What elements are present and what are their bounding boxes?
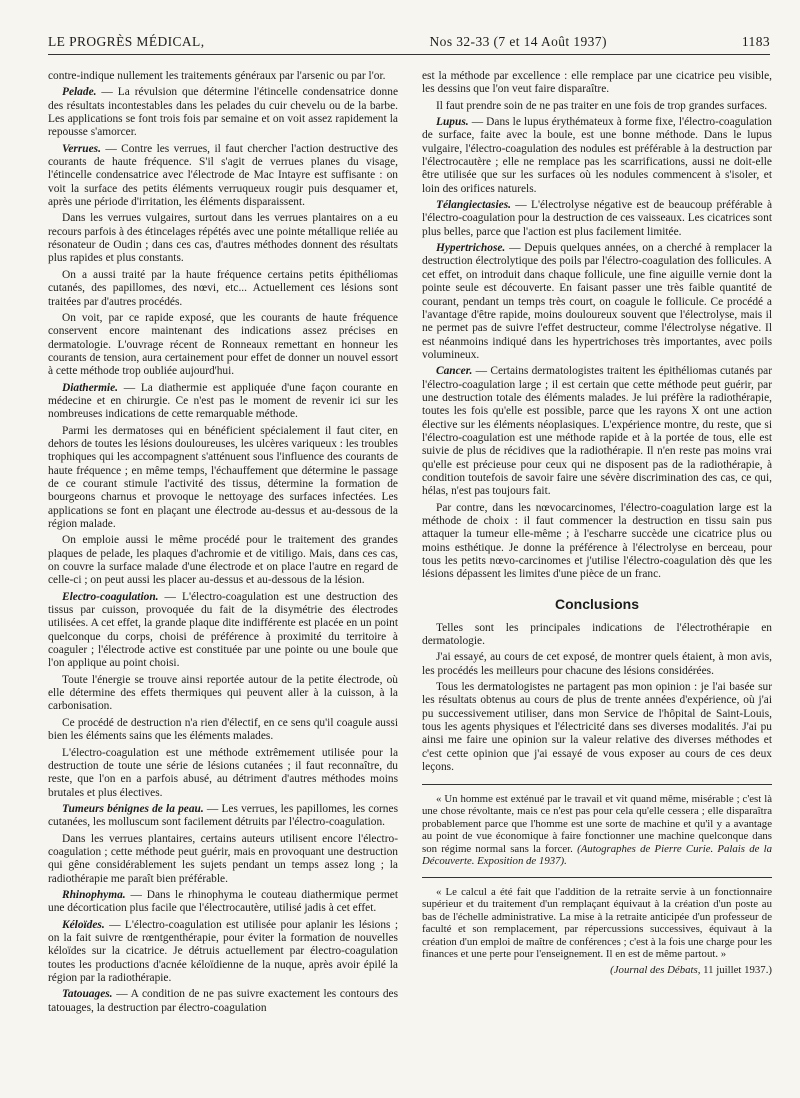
right-paragraph xyxy=(422,116,772,196)
paragraph-lead: Verrues. xyxy=(62,142,101,155)
paragraph-text: Parmi les dermatoses qui en bénéficient spécialement il faut citer, en dehors de toutes les lésions douloureuses, les ulcères variqueux : les troubles trophiques qui les accompagnent s'atténuent sous l'influence des courants de haute fréquence ; en même temps, l'échauffement que détermine le passage de ce courant stimule l'activité des tissus, détermine la formation de bourgeons charnus et provoque le nettoyage des surfaces infectées. Les applications se font en plaçant une électrode au-dessus et au-dessous de la région malade. xyxy=(48,424,398,530)
paragraph-text: Par contre, dans les nœvocarcinomes, l'électro-coagulation large est la méthode de choix : il faut commencer la destruction en tissu sain pus attaquer la tumeur elle-même ; à l'escharre succède une cicatrice plus ou moins esthétique. Je donne la préférence à l'électrolyse en berceau, pour tous les petits nœvo-carcinomes et j'utilise l'électro-coagulation dès que les lésions dépassent les limites d'une pièce de un franc. xyxy=(422,501,772,581)
conclusion-paragraph: Tous les dermatologistes ne partagent pas mon opinion : je l'ai basée sur les résultats obtenus au cours de plus de trente années d'expérience, où j'ai pu successivement utiliser, dans mon Service de l'hôpital de Saint-Louis, tous les agents physiques et l'électricité dans ses diverses modalités. J'ai pu ainsi me faire une opinion sur la valeur relative des diverses méthodes et c'est cette opinion que j'ai essayé de vous exposer au cours de ces deux leçons. xyxy=(422,681,772,774)
paragraph-text: — Dans le rhinophyma le couteau diathermique permet une décortication plus facile que l'électrocautère, utilisé jadis à cet effet. xyxy=(48,888,398,915)
conclusion-paragraph: J'ai essayé, au cours de cet exposé, de montrer quels étaient, à mon avis, les procédés les meilleurs pour chacune des lésions considérées. xyxy=(422,651,772,677)
right-paragraph xyxy=(422,502,772,582)
left-paragraph xyxy=(48,70,398,83)
left-paragraph xyxy=(48,889,398,916)
paragraph-text: L'électro-coagulation est une méthode extrêmement utilisée pour la destruction de toute une série de lésions cutanées ; il faut reconnaître, du reste, que l'on en a parfois abusé, au détriment d'autres méthodes moins brutales et plus électives. xyxy=(48,746,398,799)
right-paragraph xyxy=(422,242,772,362)
left-paragraph xyxy=(48,591,398,671)
paragraph-lead: Cancer. xyxy=(436,365,473,378)
quote-debats-text: « Le calcul a été fait que l'addition de la retraite servie à un fonctionnaire supérieur et du traitement d'un remplaçant équivaut à la création d'un poste au bas de l'échelle administrative. La mise à la retraite anticipée d'un professeur de faculté et son remplacement, par répercussions successives, équivaut à la création d'un emploi de maître de conférences ; c'est à la fois une charge pour les finances et une perte pour l'enseignement. Il en est de même partout. » xyxy=(422,885,772,961)
paragraph-lead: Electro-coagulation. xyxy=(62,590,159,603)
left-paragraph xyxy=(48,919,398,986)
right-paragraph xyxy=(422,199,772,239)
left-paragraph xyxy=(48,212,398,265)
paragraph-text: — Les verrues, les papillomes, les cornes cutanées, les molluscum sont facilement détruits par l'électro-coagulation. xyxy=(48,802,398,829)
right-paragraph xyxy=(422,365,772,498)
paragraph-text: — L'électrolyse négative est de beaucoup préférable à l'électro-coagulation pour la destruction de ces vaisseaux. Les cicatrices sont plus belles, parce que l'action est plus facilement limitée. xyxy=(422,199,772,238)
conclusions-heading: Conclusions xyxy=(554,595,639,612)
paragraph-text: est la méthode par excellence : elle remplace par une cicatrice peu visible, les dessins que l'on veut faire disparaître. xyxy=(422,70,772,96)
paragraph-text: — L'électro-coagulation est une destruction des tissus par cuisson, provoquée du fait de la disymétrie des électrodes utilisées. A cet effet, la grande plaque dite indifférente est placée en un point quelconque du corps, choisi de préférence à proximité du territoire à coaguler ; l'électrode active est constituée par une pointe ou une boule que l'on applique au point choisi. xyxy=(48,590,398,670)
paragraph-text: — L'électro-coagulation est utilisée pour aplanir les lésions ; on la fait suivre de rœntgenthérapie, pour éviter la formation de nouvelles kéloïdes sur la cicatrice. Je détruis actuellement par électro-coagulation toutes les productions d'acnée kéloïdienne de la nuque, après avoir épilé la région par la radiothérapie. xyxy=(48,918,398,984)
quote-debats-source: (Journal des Débats, 11 juillet 1937.) xyxy=(610,963,772,976)
left-column xyxy=(48,70,398,1068)
section-divider xyxy=(422,877,772,878)
section-divider xyxy=(422,784,772,785)
paragraph-text: Dans les verrues vulgaires, surtout dans les verrues plantaires on a eu recours parfois à des étincelages répétés avec une pointe métallique reliée au résonateur de Oudin ; dans ces cas, d'autres méthodes donnent des résultats plus rapides et plus constants. xyxy=(48,212,398,265)
journal-title: LE PROGRÈS MÉDICAL, xyxy=(48,34,205,49)
paragraph-text: Dans les verrues plantaires, certains auteurs utilisent encore l'électro-coagulation ; cette méthode peut guérir, mais en provoquant une destruction qui gêne considérablement les sujets pendant un temps assez long ; la radiothérapie me paraît bien préférable. xyxy=(48,832,398,885)
left-paragraph xyxy=(48,988,398,1015)
left-paragraph xyxy=(48,269,398,309)
right-paragraph xyxy=(422,70,772,97)
paragraph-lead: Lupus. xyxy=(436,116,469,129)
quote-curie xyxy=(422,793,772,868)
right-column xyxy=(422,70,772,1068)
running-head xyxy=(48,34,770,50)
paragraph-text: — La révulsion que détermine l'étincelle condensatrice donne des résultats incontestables dans les pelades du cuir chevelu ou de la barbe. Les applications se font trois fois par semaine et on voit assez rapidement la repousse s'amorcer. xyxy=(48,86,398,139)
paragraph-lead: Hypertrichose. xyxy=(436,242,506,255)
paragraph-text: — A condition de ne pas suivre exactement les contours des tatouages, la destruction par électro-coagulation xyxy=(48,988,398,1014)
paragraph-text: — Dans le lupus érythémateux à forme fixe, l'électro-coagulation de surface, faite avec la boule, est une bonne méthode. Dans le lupus vulgaire, l'électro-coagulation des nodules est préférable à la destruction par l'électrocautère ; elle ne remplace pas les scarrifications, aussi ne doit-elle être utilisée que sur les surfaces où les nodules commencent à s'isoler, et loin des orifices naturels. xyxy=(422,116,772,195)
paragraph-lead: Kéloïdes. xyxy=(62,918,105,931)
paragraph-text: — Contre les verrues, il faut chercher l'action destructive des courants de haute fréquence. S'il s'agit de verrues planes du visage, l'étincelle condensatrice avec l'électrode de Mac Intayre est suffisante : on voit la surface des petits éléments verruqueux rougir puis desquamer et, après une période d'irritation, les éléments disparaissent. xyxy=(48,142,398,209)
left-paragraph xyxy=(48,747,398,800)
paragraph-text: Toute l'énergie se trouve ainsi reportée autour de la petite électrode, où elle détermine des effets thermiques qui peuvent aller à la cuisson, à la carbonisation. xyxy=(48,673,398,713)
paragraph-text: On a aussi traité par la haute fréquence certains petits épithéliomas cutanés, des papillomes, des nœvi, etc... Actuellement ces lésions sont traitées par d'autres procédés. xyxy=(48,268,398,308)
page-number: 1183 xyxy=(741,34,770,49)
paragraph-lead: Tumeurs bénignes de la peau. xyxy=(62,802,204,815)
paragraph-text: Ce procédé de destruction n'a rien d'électif, en ce sens qu'il coagule aussi bien les éléments sains que les éléments malades. xyxy=(48,716,398,743)
left-paragraph xyxy=(48,833,398,886)
paragraph-text: — La diathermie est appliquée d'une façon courante en médecine et en chirurgie. Ce n'est pas le moment de revenir ici sur les nombreuses indications de cette remarquable méthode. xyxy=(48,381,398,421)
left-paragraph xyxy=(48,86,398,139)
left-paragraph xyxy=(48,674,398,714)
paragraph-text: On voit, par ce rapide exposé, que les courants de haute fréquence conservent encore maintenant des indications assez précises en dermatologie. L'ouvrage récent de Ronneaux remettant en honneur les courants de tension, aura certainement pour effet de donner un nouvel essort à cette méthode trop oubliée aujourd'hui. xyxy=(48,311,398,378)
paragraph-lead: Télangiectasies. xyxy=(436,199,511,212)
paragraph-lead: Tatouages. xyxy=(62,988,113,1001)
paragraph-lead: Rhinophyma. xyxy=(62,888,126,901)
paragraph-text: — Depuis quelques années, on a cherché à remplacer la destruction électrolytique des poils par l'électro-coagulation des follicules. A cet effet, on introduit dans chaque follicule, une fine aiguille vernie dont la pointe seule est découverte. En faisant passer une très faible quantité de courant, pendant un temps très court, on coagule le follicule. Ce procédé a l'avantage d'être rapide, moins douloureux souvent que l'électrolyse, mais il ne permet pas de suivre l'effet destructeur, comme l'électrolyse négative. Il est néanmoins indiqué dans les hypertrichoses très importantes, avec poils volumineux. xyxy=(422,242,772,361)
left-paragraph xyxy=(48,534,398,587)
right-paragraph xyxy=(422,100,772,113)
left-paragraph xyxy=(48,143,398,210)
left-paragraph xyxy=(48,425,398,532)
quote-curie-text: « Un homme est exténué par le travail et vit quand même, misérable ; c'est là une chose révoltante, mais ce n'est pas pour cela qu'elle cessera ; elle disparaîtra probablement parce que l'homme est une sorte de machine et qu'il y a avantage au point de vue économique à faire fonctionner une machine quelconque dans son régime normal sans la forcer. (Autographes de Pierre Curie. Palais de la Découverte. Exposition de 1937). xyxy=(422,792,772,868)
quote-debats xyxy=(422,886,772,977)
paragraph-text: contre-indique nullement les traitements généraux par l'arsenic ou par l'or. xyxy=(48,70,386,82)
left-paragraph xyxy=(48,382,398,422)
conclusions-body xyxy=(422,622,772,775)
conclusion-paragraph: Telles sont les principales indications de l'électrothérapie en dermatologie. xyxy=(422,621,772,648)
paragraph-text: — Certains dermatologistes traitent les épithéliomas cutanés par l'électro-coagulation large ; il est certain que cette méthode peut guérir, par une destruction totale des éléments malades. Je lui préfère la radiothérapie, toutes les fois qu'elle est possible, parce que les rayons X ont une action élective sur les éléments néoplasiques. L'expérience montre, du reste, que si l'électro-coagulation est une méthode rapide et à la portée de tous, elle est suivie de plus de récidives que la radiothérapie. Il n'en reste pas moins vrai qu'elle est précieuse pour ceux qui ne disposent pas de la radiothérapie, à condition toutefois de savoir faire une sévère discrimination des cas, ce qui, hélas, n'est pas toujours fait. xyxy=(422,365,772,498)
left-paragraph xyxy=(48,717,398,744)
paragraph-lead: Pelade. xyxy=(62,86,97,99)
left-paragraph xyxy=(48,312,398,379)
right-column-paragraphs xyxy=(422,70,772,582)
text-columns xyxy=(48,70,770,1068)
paragraph-text: On emploie aussi le même procédé pour le traitement des grandes plaques de pelade, les plaques d'achromie et de vitiligo. Mais, dans ces cas, on couvre la surface malade d'une électrode et on place l'autre en regard de celle-ci ; on peut aussi les placer au-dessus et au-dessous de la lésion. xyxy=(48,534,398,587)
header-rule xyxy=(48,54,770,55)
paragraph-text: Il faut prendre soin de ne pas traiter en une fois de trop grandes surfaces. xyxy=(436,99,768,112)
paragraph-lead: Diathermie. xyxy=(62,381,119,394)
issue-info: Nos 32-33 (7 et 14 Août 1937) xyxy=(429,34,607,49)
left-paragraph xyxy=(48,803,398,830)
